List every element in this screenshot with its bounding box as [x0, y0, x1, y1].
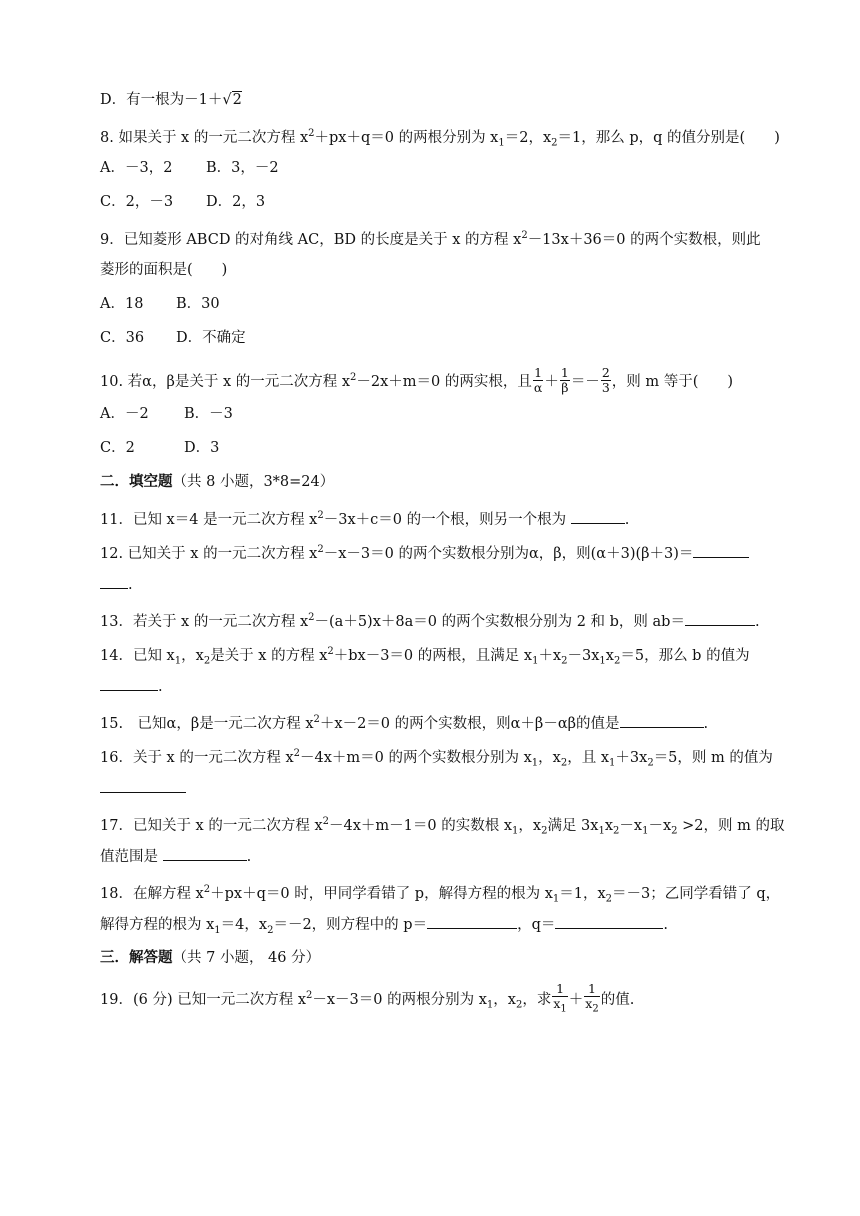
answer-blank[interactable]: [100, 676, 158, 691]
fraction-2-over-3: $\frac{2}{3}$: [601, 365, 610, 396]
q10-option-b: B．－3: [184, 406, 233, 422]
q9-option-c: C．36: [100, 330, 145, 346]
question-13: 13．若关于 x 的一元二次方程 $x^2-(a+5)x+8a=0$ 的两个实数根分别为 2 和 b，则 ab＝ .: [100, 612, 760, 630]
question-14: 14．已知 $x_1$，$x_2$是关于 x 的方程 $x^2+bx-3=0$ 的两根，且满足 $x_1+x_2-3x_1x_2=5$，那么 b 的值为: [100, 646, 750, 667]
q10-option-d: D．3: [184, 440, 220, 456]
answer-blank[interactable]: [100, 778, 186, 793]
question-16-line2: [100, 778, 186, 800]
q7-option-d: D．有一根为－1＋√2: [100, 92, 242, 108]
question-15: 15. 已知α，β是一元二次方程 $x^2+x-2=0$ 的两个实数根，则α＋β－αβ的值是 .: [100, 714, 709, 732]
q10-option-a: A．－2: [100, 406, 149, 422]
fraction-1-over-x1: $\frac{1}{x_1}$: [553, 980, 567, 1015]
fraction-1-over-x2: $\frac{1}{x_2}$: [585, 980, 599, 1015]
question-16: 16．关于 x 的一元二次方程 $x^2-4x+m=0$ 的两个实数根分别为 $x_1$，$x_2$，且 $x_1+3x_2=5$，则 m 的值为: [100, 748, 773, 769]
question-18-line2: 解得方程的根为 $x_1=4$，$x_2=-2$，则方程中的 p＝ ，q＝ .: [100, 914, 668, 936]
q9-option-d: D．不确定: [176, 330, 246, 346]
q8-option-a: A．－3，2: [100, 160, 173, 176]
section-3-heading: 三．解答题（共 7 小题， 46 分）: [100, 949, 321, 966]
q10-options-row1: [100, 404, 233, 426]
q8-option-b: B．3，－2: [206, 160, 279, 176]
question-10: 10. 若α，β是关于 x 的一元二次方程 $x^2-2x+m=0$ 的两实根，且 $\frac{1}{\alpha}$ ＋ $\frac{1}{\beta}$ ＝－ $\frac{2}{3}$ ，则 m 等于( ): [100, 365, 734, 396]
q8-options-row2: [100, 192, 265, 214]
q9-option-b: B．30: [176, 296, 220, 312]
question-11: 11．已知 x＝4 是一元二次方程 $x^2-3x+c=0$ 的一个根，则另一个根为 .: [100, 510, 630, 528]
question-19: 19．(6 分) 已知一元二次方程 $x^2-x-3=0$ 的两根分别为 $x_1$，$x_2$，求 $\frac{1}{x_1}$ ＋ $\frac{1}{x_2}$ 的值.: [100, 980, 635, 1015]
question-8: 8. 如果关于 x 的一元二次方程 $x^2+px+q=0$ 的两根分别为 $x_1=2$，$x_2=1$，那么 p，q 的值分别是( ): [100, 128, 780, 149]
answer-blank-p[interactable]: [427, 914, 517, 929]
question-12-line2: .: [100, 574, 133, 596]
q8-options-row1: [100, 158, 279, 180]
answer-blank-continued[interactable]: [100, 574, 128, 589]
q8-option-d: D．2，3: [206, 194, 266, 210]
question-12: 12. 已知关于 x 的一元二次方程 $x^2-x-3=0$ 的两个实数根分别为α，β，则(α＋3)(β＋3)＝: [100, 540, 749, 562]
q9-options-row2: [100, 328, 246, 350]
answer-blank[interactable]: [693, 543, 749, 558]
question-9-line2: 菱形的面积是( ): [100, 262, 228, 278]
answer-blank-q[interactable]: [555, 914, 663, 929]
q10-option-c: C．2: [100, 440, 135, 456]
fraction-1-over-beta: $\frac{1}{\beta}$: [560, 365, 569, 396]
q10-options-row2: [100, 438, 219, 460]
question-9-line1: 9．已知菱形 ABCD 的对角线 AC，BD 的长度是关于 x 的方程 $x^2-13x+36=0$ 的两个实数根，则此: [100, 230, 761, 248]
fraction-1-over-alpha: $\frac{1}{\alpha}$: [533, 365, 543, 396]
q9-options-row1: [100, 294, 220, 316]
answer-blank[interactable]: [163, 846, 247, 861]
q8-option-c: C．2，－3: [100, 194, 174, 210]
question-18-line1: 18．在解方程 $x^2+px+q=0$ 时，甲同学看错了 p，解得方程的根为 $x_1=1$，$x_2=-3$；乙同学看错了 q，: [100, 884, 781, 905]
answer-blank[interactable]: [620, 713, 704, 728]
question-14-line2: .: [100, 676, 163, 698]
question-17-line2: 值范围是 .: [100, 846, 251, 868]
section-2-heading: 二．填空题（共 8 小题，3*8=24）: [100, 473, 335, 490]
question-17: 17．已知关于 x 的一元二次方程 $x^2-4x+m-1=0$ 的实数根 $x_1$，$x_2$满足 $3x_1x_2-x_1-x_2 >2$，则 m 的取: [100, 816, 785, 837]
answer-blank[interactable]: [571, 509, 625, 524]
sqrt-symbol: √2: [222, 92, 242, 108]
answer-blank[interactable]: [685, 611, 755, 626]
q9-option-a: A．18: [100, 296, 144, 312]
